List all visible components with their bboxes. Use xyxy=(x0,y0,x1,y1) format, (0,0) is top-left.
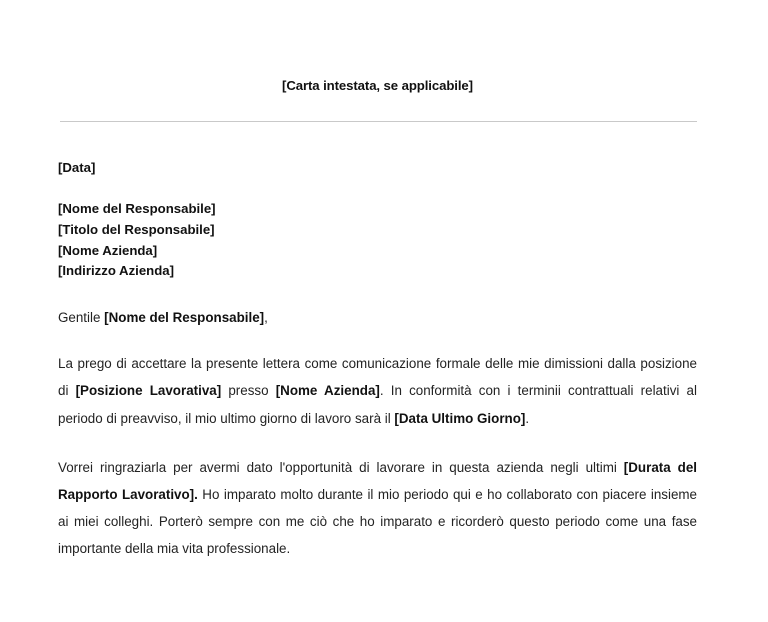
letterhead-title: [Carta intestata, se applicabile] xyxy=(282,78,473,93)
gratitude-paragraph xyxy=(58,454,697,563)
salutation-comma: , xyxy=(264,310,268,326)
paragraph1-text-4: . xyxy=(525,410,530,426)
recipient-company-address: [Indirizzo Azienda] xyxy=(58,263,174,279)
salutation-greeting: Gentile xyxy=(58,310,105,326)
paragraph2-text-2: Ho imparato molto durante il mio periodo qui e ho collaborato con piacere insieme ai miei colleghi. Porterò sempre con me ciò che ho imparato e ricorderò questo periodo come una fase importante della mia vita professionale. xyxy=(58,487,698,557)
salutation-line xyxy=(58,308,697,328)
header-divider xyxy=(60,121,697,122)
paragraph2-duration-placeholder: [Durata del Rapporto Lavorativo]. xyxy=(58,459,697,502)
recipient-company-name: [Nome Azienda] xyxy=(58,242,158,258)
paragraph2-text-1: Vorrei ringraziarla per avermi dato l'opportunità di lavorare in questa azienda negli ultimi xyxy=(58,459,624,475)
paragraph1-text-3: . In conformità con i terminii contrattuali relativi al periodo di preavviso, il mio ultimo giorno di lavoro sarà il xyxy=(58,383,697,426)
paragraph1-text-1: La prego di accettare la presente lettera come comunicazione formale delle mie dimissioni dalla posizione di xyxy=(58,356,697,399)
date-placeholder: [Data] xyxy=(58,160,96,175)
recipient-manager-title: [Titolo del Responsabile] xyxy=(58,221,215,237)
recipient-manager-name: [Nome del Responsabile] xyxy=(58,201,216,216)
resignation-paragraph xyxy=(58,350,697,432)
paragraph1-position-placeholder: [Posizione Lavorativa] xyxy=(75,383,222,399)
salutation-recipient-name: [Nome del Responsabile] xyxy=(104,310,265,326)
paragraph1-company-placeholder: [Nome Azienda] xyxy=(275,383,380,399)
paragraph1-text-2: presso xyxy=(221,383,276,399)
paragraph1-last-day-placeholder: [Data Ultimo Giorno] xyxy=(394,410,526,426)
recipient-address-block xyxy=(58,199,697,282)
